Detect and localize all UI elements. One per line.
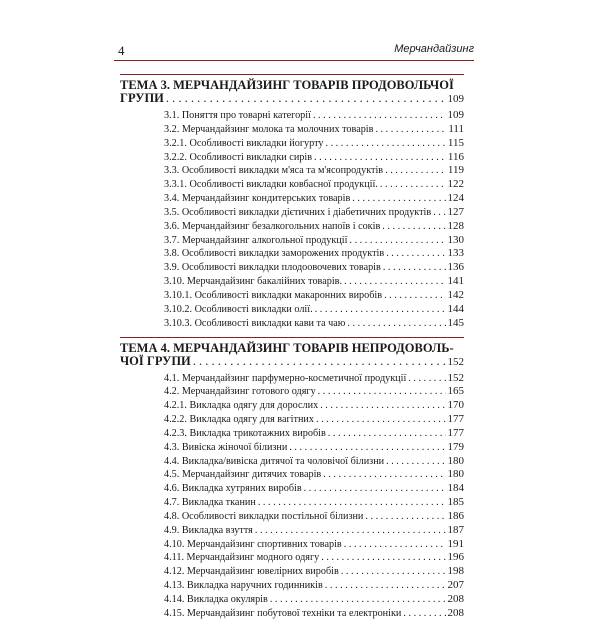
dot-leader bbox=[386, 455, 445, 469]
dot-leader bbox=[255, 524, 446, 538]
toc-entry-title: 3.5. Особливості викладки дієтичних і діабетичних продуктів bbox=[164, 206, 432, 218]
toc-entry-page: 116 bbox=[447, 150, 464, 163]
toc-items bbox=[120, 372, 464, 621]
dot-leader bbox=[328, 427, 446, 441]
toc-entry-page: 128 bbox=[447, 219, 464, 232]
dot-leader bbox=[349, 234, 445, 248]
dot-leader bbox=[289, 441, 445, 455]
toc-entry-title: 4.2.3. Викладка трикотажних виробів bbox=[164, 427, 326, 439]
dot-leader bbox=[408, 372, 445, 386]
toc-entry-page: 186 bbox=[447, 509, 464, 522]
toc-entry-page: 187 bbox=[447, 523, 464, 536]
dot-leader bbox=[344, 538, 446, 552]
toc-entry-page: 185 bbox=[447, 496, 464, 509]
toc-entry[interactable] bbox=[120, 496, 464, 510]
toc-entry-title: 4.14. Викладка окулярів bbox=[164, 594, 268, 605]
toc-entry[interactable] bbox=[120, 385, 464, 399]
toc-entry[interactable] bbox=[120, 468, 464, 482]
dot-leader bbox=[304, 482, 446, 496]
toc-entry-title: 4.2.2. Викладка одягу для вагітних bbox=[164, 414, 314, 426]
toc-entry-page: 109 bbox=[447, 109, 464, 121]
toc-entry[interactable] bbox=[120, 109, 464, 123]
section-title-line1: ТЕМА 3. МЕРЧАНДАЙЗИНГ ТОВАРІВ ПРОДОВОЛЬЧОЇ bbox=[120, 78, 454, 92]
toc-entry-page: 115 bbox=[447, 136, 464, 149]
toc-entry[interactable] bbox=[120, 551, 464, 565]
toc-entry[interactable] bbox=[120, 234, 464, 248]
toc-entry-page: 177 bbox=[447, 426, 464, 439]
toc-entry[interactable] bbox=[120, 137, 464, 151]
toc-entry-page: 180 bbox=[447, 468, 464, 481]
toc-entry[interactable] bbox=[120, 413, 464, 427]
dot-leader bbox=[193, 355, 446, 368]
dot-leader bbox=[344, 275, 445, 289]
dot-leader bbox=[383, 261, 446, 275]
toc-entry-page: 124 bbox=[447, 192, 464, 205]
toc-entry[interactable] bbox=[120, 607, 464, 621]
toc-entry[interactable] bbox=[120, 261, 464, 275]
dot-leader bbox=[258, 496, 446, 510]
toc-entry-page: 142 bbox=[447, 288, 464, 301]
toc-entry-title: 3.2. Мерчандайзинг молока та молочних товарів bbox=[164, 123, 374, 135]
toc-entry-page: 165 bbox=[447, 385, 464, 398]
section-title-row bbox=[120, 92, 464, 106]
toc-entry[interactable] bbox=[120, 192, 464, 206]
toc-entry[interactable] bbox=[120, 565, 464, 579]
toc-entry-title: 4.6. Викладка хутряних виробів bbox=[164, 483, 302, 495]
header-rule bbox=[114, 60, 474, 61]
toc-entry-page: 196 bbox=[447, 551, 464, 564]
dot-leader bbox=[384, 289, 445, 303]
dot-leader bbox=[323, 468, 445, 482]
dot-leader bbox=[403, 607, 445, 621]
toc-entry-title: 4.7. Викладка тканин bbox=[164, 497, 256, 509]
page-number: 4 bbox=[118, 43, 125, 58]
toc-entry[interactable] bbox=[120, 441, 464, 455]
toc-entry[interactable] bbox=[120, 123, 464, 137]
toc-entry-title: 3.4. Мерчандайзинг кондитерських товарів bbox=[164, 193, 351, 205]
dot-leader bbox=[315, 303, 446, 317]
toc-entry-title: 4.10. Мерчандайзинг спортивних товарів bbox=[164, 538, 342, 550]
toc-entry[interactable] bbox=[120, 455, 464, 469]
toc-entry-page: 191 bbox=[447, 537, 464, 550]
toc-entry[interactable] bbox=[120, 482, 464, 496]
toc-entry-page: 144 bbox=[447, 302, 464, 315]
dot-leader bbox=[313, 109, 446, 123]
dot-leader bbox=[321, 551, 445, 565]
toc-entry-title: 3.10. Мерчандайзинг бакалійних товарів. bbox=[164, 276, 343, 288]
toc-entry-title: 3.3.1. Особливості викладки ковбасної продукції. bbox=[164, 179, 378, 191]
toc-entry[interactable] bbox=[120, 151, 464, 165]
toc-entry-page: 170 bbox=[447, 399, 464, 412]
toc-entry[interactable] bbox=[120, 275, 464, 289]
toc-entry-page: 141 bbox=[447, 275, 464, 288]
page-header bbox=[114, 38, 474, 60]
toc-entry-title: 3.10.1. Особливості викладки макаронних виробів bbox=[164, 289, 383, 301]
toc-entry-title: 4.4. Викладка/вивіска дитячої та чоловічої білизни bbox=[164, 455, 385, 467]
toc-entry[interactable] bbox=[120, 317, 464, 331]
toc-entry[interactable] bbox=[120, 220, 464, 234]
book-page bbox=[114, 0, 474, 619]
toc-entry[interactable] bbox=[120, 538, 464, 552]
toc-section bbox=[120, 74, 464, 331]
toc-entry-page: 136 bbox=[447, 261, 464, 274]
dot-leader bbox=[385, 164, 446, 178]
toc-entry-title: 4.8. Особливості викладки постільної білизни bbox=[164, 510, 364, 522]
dot-leader bbox=[166, 92, 446, 105]
dot-leader bbox=[375, 123, 446, 137]
toc-entry-title: 3.2.1. Особливості викладки йогурту bbox=[164, 137, 324, 149]
toc-entry-title: 4.1. Мерчандайзинг парфумерно-косметичної продукції bbox=[164, 372, 407, 384]
section-title-line1: ТЕМА 4. МЕРЧАНДАЙЗИНГ ТОВАРІВ НЕПРОДОВОЛЬ- bbox=[120, 340, 454, 355]
toc-entry-page: 111 bbox=[448, 122, 464, 135]
toc-entry-page: 145 bbox=[447, 316, 464, 329]
section-title-line2: ЧОЇ ГРУПИ bbox=[120, 353, 191, 368]
section-title-line2: ГРУПИ bbox=[120, 91, 164, 105]
toc-entry-page: 184 bbox=[447, 482, 464, 495]
toc-entry-page: 180 bbox=[447, 454, 464, 467]
dot-leader bbox=[316, 413, 446, 427]
dot-leader bbox=[341, 565, 446, 579]
toc-entry[interactable] bbox=[120, 206, 464, 220]
toc-entry-title: 3.6. Мерчандайзинг безалкогольних напоїв і соків bbox=[164, 220, 381, 232]
toc-entry-page: 179 bbox=[447, 440, 464, 453]
dot-leader bbox=[325, 579, 446, 593]
toc-entry-page: 133 bbox=[447, 247, 464, 260]
toc-entry-title: 4.13. Викладка наручних годинників bbox=[164, 580, 323, 592]
toc-entry[interactable] bbox=[120, 427, 464, 441]
toc-entry-page: 207 bbox=[447, 579, 464, 592]
dot-leader bbox=[325, 137, 445, 151]
toc-section bbox=[120, 337, 464, 621]
toc-entry-title: 4.3. Вивіска жіночої білизни bbox=[164, 441, 288, 453]
dot-leader bbox=[433, 206, 445, 220]
toc-entry-title: 3.10.3. Особливості викладки кави та чаю bbox=[164, 317, 346, 329]
dot-leader bbox=[347, 317, 445, 331]
toc-entry[interactable] bbox=[120, 164, 464, 178]
toc-entry-title: 3.7. Мерчандайзинг алкогольної продукції bbox=[164, 234, 348, 246]
toc-entry-title: 4.11. Мерчандайзинг модного одягу bbox=[164, 552, 320, 564]
dot-leader bbox=[352, 192, 445, 206]
toc-entry-page: 152 bbox=[447, 371, 464, 384]
toc-entry[interactable] bbox=[120, 524, 464, 538]
dot-leader bbox=[320, 399, 445, 413]
toc-entry-title: 3.8. Особливості викладки заморожених продуктів bbox=[164, 248, 385, 260]
toc-entry[interactable] bbox=[120, 372, 464, 386]
toc-entry-title: 3.10.2. Особливості викладки олії. bbox=[164, 303, 313, 315]
toc-entry-page: 208 bbox=[447, 606, 464, 619]
dot-leader bbox=[314, 151, 446, 165]
toc-entry-page: 127 bbox=[447, 205, 464, 218]
toc-entry-page: 177 bbox=[447, 413, 464, 426]
toc-entry-title: 4.15. Мерчандайзинг побутової техніки та електроніки bbox=[164, 607, 402, 619]
toc-entry-page: 119 bbox=[447, 164, 464, 177]
dot-leader bbox=[365, 510, 445, 524]
toc-entry-page: 198 bbox=[447, 565, 464, 578]
section-title-row bbox=[120, 355, 464, 369]
toc-entry-title: 3.3. Особливості викладки м'яса та м'ясопродуктів bbox=[164, 165, 384, 177]
toc-entry-title: 4.12. Мерчандайзинг ювелірних виробів bbox=[164, 566, 339, 578]
toc-entry-page: 208 bbox=[447, 593, 464, 605]
toc-entry[interactable] bbox=[120, 289, 464, 303]
toc-entry[interactable] bbox=[120, 399, 464, 413]
toc-entry[interactable] bbox=[120, 247, 464, 261]
section-title bbox=[120, 79, 464, 106]
toc-entry-title: 4.9. Викладка взуття bbox=[164, 524, 253, 536]
toc-entry-title: 4.2.1. Викладка одягу для дорослих bbox=[164, 400, 319, 412]
toc-entry[interactable] bbox=[120, 303, 464, 317]
toc-entry-title: 3.2.2. Особливості викладки сирів bbox=[164, 151, 313, 163]
toc-entry-title: 3.1. Поняття про товарні категорії bbox=[164, 110, 311, 121]
dot-leader bbox=[318, 385, 446, 399]
toc-items bbox=[120, 109, 464, 331]
toc-entry-page: 122 bbox=[447, 178, 464, 191]
toc-entry-title: 4.2. Мерчандайзинг готового одягу bbox=[164, 386, 316, 398]
running-title: Мерчандайзинг bbox=[394, 43, 474, 55]
section-page-number: 152 bbox=[447, 355, 464, 368]
toc-entry-page: 130 bbox=[447, 233, 464, 246]
toc-entry-title: 4.5. Мерчандайзинг дитячих товарів bbox=[164, 469, 322, 481]
toc-entry[interactable] bbox=[120, 510, 464, 524]
toc-entry[interactable] bbox=[120, 579, 464, 593]
dot-leader bbox=[386, 247, 445, 261]
toc-entry[interactable] bbox=[120, 178, 464, 192]
toc-entry-title: 3.9. Особливості викладки плодоовочевих товарів bbox=[164, 262, 381, 274]
table-of-contents bbox=[120, 74, 464, 627]
section-title bbox=[120, 342, 464, 369]
section-page-number: 109 bbox=[447, 93, 464, 105]
dot-leader bbox=[382, 220, 445, 234]
dot-leader bbox=[380, 178, 446, 192]
